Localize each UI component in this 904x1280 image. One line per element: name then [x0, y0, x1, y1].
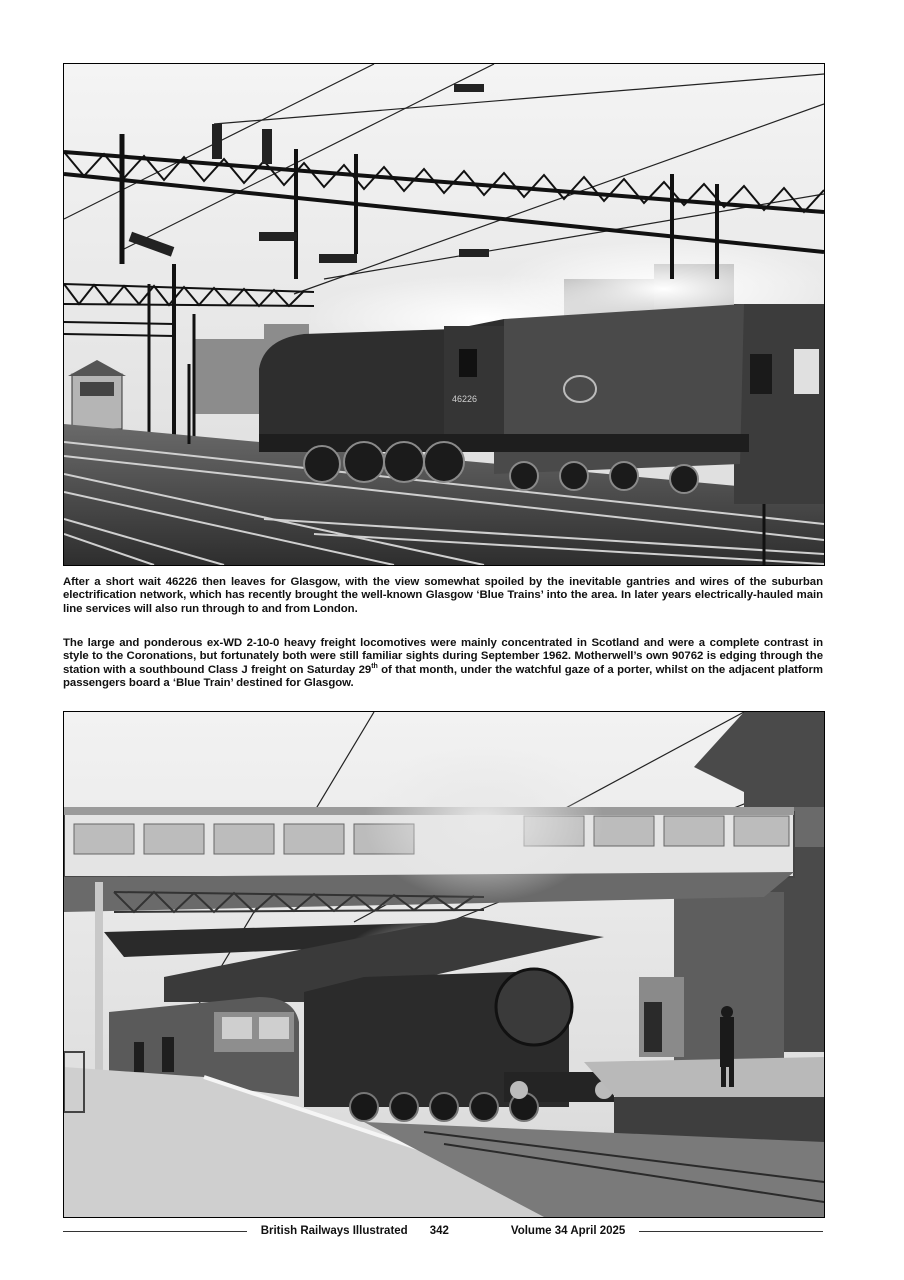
- caption-2-text-after: of that month, under the watchful gaze of a porter, whilst on the adjacent platform passengers board a ‘Blue Train’ destined for Glasgow.: [63, 663, 823, 690]
- caption-photo-1: After a short wait 46226 then leaves for Glasgow, with the view somewhat spoiled by the inevitable gantries and wires of the suburban electrification network, which has recently brought the well-known Glasgow ‘Blue Trains’ into the area. In later years electrically-hauled main line services will also run through to and from London.: [63, 576, 823, 615]
- photo-locomotive-90762: [63, 711, 825, 1218]
- footer-page-number: 342: [429, 1225, 449, 1237]
- footer-volume: Volume 34 April 2025: [510, 1225, 626, 1237]
- photo-locomotive-46226: [63, 63, 825, 566]
- footer-rule-right: [639, 1231, 823, 1232]
- page-footer: [63, 1222, 823, 1240]
- caption-photo-2: [63, 637, 823, 691]
- caption-2-text-before: The large and ponderous ex-WD 2-10-0 heavy freight locomotives were mainly concentrated in Scotland and were a complete contrast in style to the Coronations, but fortunately both were still familiar sights during September 1962. Motherwell’s own 90762 is edging through the station with a southbound Class J freight on Saturday 29: [63, 637, 823, 676]
- photo-1-graphic: [64, 64, 824, 565]
- footer-rule-left: [63, 1231, 247, 1232]
- footer-publication: British Railways Illustrated: [260, 1225, 408, 1237]
- photo-2-graphic: [64, 712, 824, 1217]
- caption-2-superscript: th: [371, 663, 378, 671]
- loco-number-plate: 46226: [452, 394, 478, 404]
